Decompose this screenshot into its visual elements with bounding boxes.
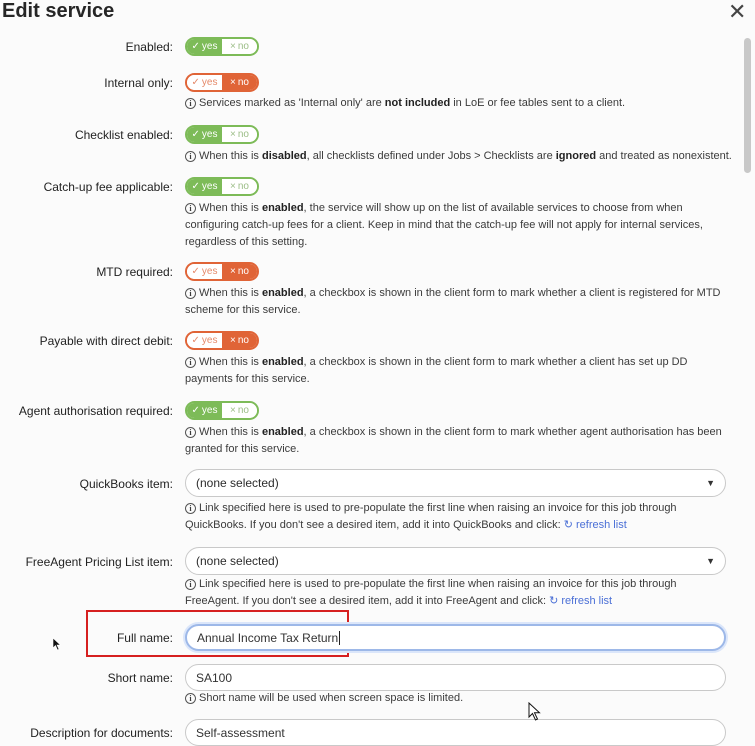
mouse-pointer-icon: [52, 637, 62, 651]
quickbooks-item-select[interactable]: [185, 469, 726, 497]
toggle-no-label: no: [237, 335, 249, 346]
chevron-down-icon: ▼: [706, 478, 715, 488]
text-caret: [339, 631, 340, 645]
internal-only-label: Internal only:: [104, 76, 173, 90]
quickbooks-item-label: QuickBooks item:: [79, 477, 173, 491]
short-name-value: SA100: [196, 670, 233, 685]
mouse-pointer-icon: [528, 702, 542, 722]
catchup-fee-toggle[interactable]: [185, 177, 259, 196]
full-name-value: Annual Income Tax Return: [197, 630, 339, 645]
full-name-label: Full name:: [116, 631, 173, 645]
info-icon: i: [185, 357, 196, 368]
info-icon: i: [185, 98, 196, 109]
freeagent-item-select[interactable]: [185, 547, 726, 575]
mtd-required-help: i When this is enabled, a checkbox is shown in the client form to mark whether a client is registered for MTD scheme for this service.: [185, 287, 721, 316]
toggle-no-label: no: [237, 77, 249, 88]
check-icon: ✓: [191, 181, 200, 192]
toggle-yes-label: yes: [201, 266, 218, 277]
check-icon: ✓: [191, 335, 200, 346]
toggle-no[interactable]: [222, 75, 257, 90]
cross-icon: ×: [230, 41, 236, 52]
toggle-yes[interactable]: [187, 403, 222, 418]
mtd-required-toggle[interactable]: [185, 262, 259, 281]
short-name-input[interactable]: [185, 664, 726, 691]
toggle-yes-label: yes: [201, 335, 218, 346]
freeagent-item-help: i Link specified here is used to pre-populate the first line when raising an invoice for this job through FreeAgent. If you don't see a desired item, add it into FreeAgent and click: ↻ refresh list: [185, 578, 677, 607]
direct-debit-toggle[interactable]: [185, 331, 259, 350]
info-icon: i: [185, 288, 196, 299]
freeagent-refresh-link[interactable]: ↻ refresh list: [549, 595, 613, 607]
toggle-no-label: no: [237, 181, 249, 192]
toggle-yes-label: yes: [201, 405, 218, 416]
catchup-fee-label: Catch-up fee applicable:: [43, 180, 173, 194]
catchup-fee-help: i When this is enabled, the service will show up on the list of available services to choose from when configuring catch-up fees for a client. Keep in mind that the catch-up fee will not apply for internal services, regardless of this setting.: [185, 202, 703, 248]
cross-icon: ×: [230, 405, 236, 416]
refresh-icon: ↻: [549, 595, 559, 607]
description-input[interactable]: [185, 719, 726, 746]
cross-icon: ×: [230, 266, 236, 277]
cross-icon: ×: [230, 181, 236, 192]
check-icon: ✓: [191, 41, 200, 52]
quickbooks-item-selected: (none selected): [196, 476, 279, 490]
cross-icon: ×: [230, 77, 236, 88]
internal-only-help: i Services marked as 'Internal only' are not included in LoE or fee tables sent to a client.: [185, 95, 730, 112]
description-value: Self-assessment: [196, 725, 285, 740]
toggle-no[interactable]: [222, 403, 257, 418]
agent-auth-toggle[interactable]: [185, 401, 259, 420]
info-icon: i: [185, 579, 196, 590]
toggle-no[interactable]: [222, 39, 257, 54]
toggle-yes-label: yes: [201, 77, 218, 88]
dialog-title: Edit service: [2, 0, 115, 22]
close-icon[interactable]: ✕: [728, 0, 747, 24]
check-icon: ✓: [191, 405, 200, 416]
full-name-input[interactable]: [185, 624, 726, 651]
chevron-down-icon: ▼: [706, 556, 715, 566]
cross-icon: ×: [230, 129, 236, 140]
agent-auth-label: Agent authorisation required:: [18, 404, 173, 418]
toggle-yes[interactable]: [187, 75, 222, 90]
info-icon: i: [185, 693, 196, 704]
toggle-yes[interactable]: [187, 264, 222, 279]
freeagent-item-selected: (none selected): [196, 554, 279, 568]
toggle-no[interactable]: [222, 127, 257, 142]
short-name-help: i Short name will be used when screen space is limited.: [185, 690, 730, 707]
scrollbar-thumb[interactable]: [744, 38, 751, 173]
toggle-yes[interactable]: [187, 179, 222, 194]
check-icon: ✓: [191, 77, 200, 88]
checklist-enabled-label: Checklist enabled:: [74, 128, 173, 142]
toggle-yes-label: yes: [201, 181, 218, 192]
toggle-yes-label: yes: [201, 41, 218, 52]
toggle-no[interactable]: [222, 264, 257, 279]
check-icon: ✓: [191, 266, 200, 277]
toggle-yes-label: yes: [201, 129, 218, 140]
checklist-enabled-toggle[interactable]: [185, 125, 259, 144]
info-icon: i: [185, 151, 196, 162]
toggle-yes[interactable]: [187, 39, 222, 54]
toggle-no-label: no: [237, 129, 249, 140]
internal-only-toggle[interactable]: [185, 73, 259, 92]
enabled-toggle[interactable]: [185, 37, 259, 56]
freeagent-item-label: FreeAgent Pricing List item:: [25, 555, 173, 569]
toggle-no-label: no: [237, 405, 249, 416]
toggle-no[interactable]: [222, 333, 257, 348]
cross-icon: ×: [230, 335, 236, 346]
toggle-yes[interactable]: [187, 127, 222, 142]
quickbooks-refresh-link[interactable]: ↻ refresh list: [563, 519, 627, 531]
description-label: Description for documents:: [30, 726, 173, 740]
quickbooks-item-help: i Link specified here is used to pre-populate the first line when raising an invoice for this job through QuickBooks. If you don't see a desired item, add it into QuickBooks and click: ↻ refresh list: [185, 502, 677, 531]
direct-debit-label: Payable with direct debit:: [39, 334, 173, 348]
info-icon: i: [185, 203, 196, 214]
checklist-enabled-help: i When this is disabled, all checklists defined under Jobs > Checklists are ignored and treated as nonexistent.: [185, 148, 745, 165]
check-icon: ✓: [191, 129, 200, 140]
refresh-icon: ↻: [563, 519, 573, 531]
toggle-no-label: no: [237, 266, 249, 277]
enabled-label: Enabled:: [125, 40, 173, 54]
info-icon: i: [185, 503, 196, 514]
short-name-label: Short name:: [107, 671, 173, 685]
mtd-required-label: MTD required:: [96, 265, 173, 279]
direct-debit-help: i When this is enabled, a checkbox is shown in the client form to mark whether a client has set up DD payments for this service.: [185, 356, 688, 385]
toggle-yes[interactable]: [187, 333, 222, 348]
info-icon: i: [185, 427, 196, 438]
toggle-no[interactable]: [222, 179, 257, 194]
agent-auth-help: i When this is enabled, a checkbox is shown in the client form to mark whether agent authorisation has been granted for this service.: [185, 426, 722, 455]
toggle-no-label: no: [237, 41, 249, 52]
